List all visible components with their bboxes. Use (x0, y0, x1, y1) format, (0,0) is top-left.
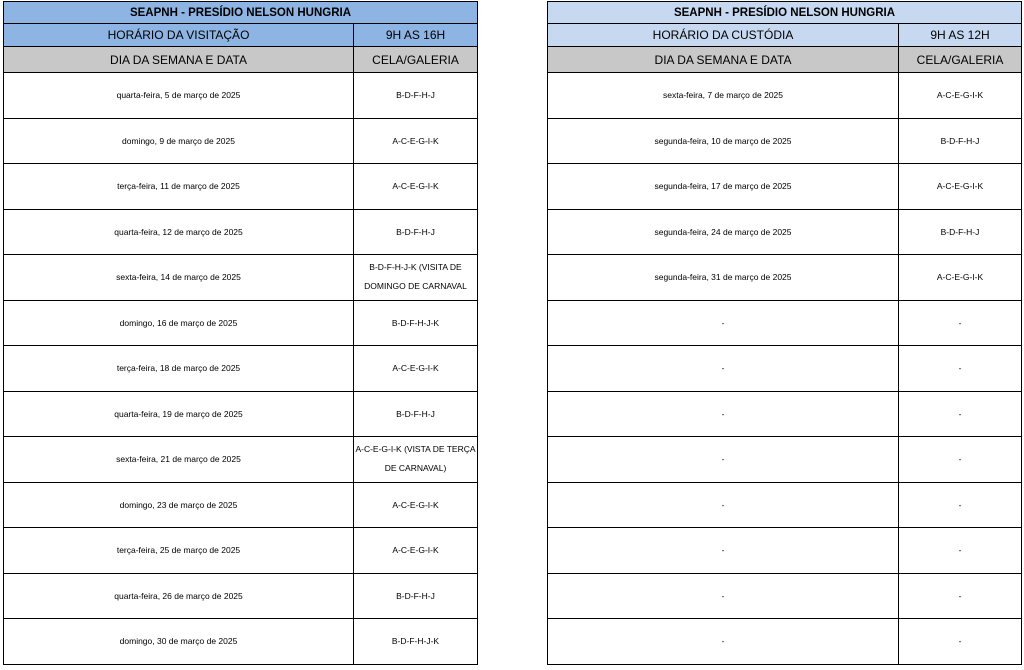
table-row (548, 346, 1022, 392)
table-row (4, 482, 478, 528)
date-cell: - (548, 528, 899, 574)
date-cell: sexta-feira, 21 de março de 2025 (4, 437, 354, 483)
galeria-cell: - (899, 482, 1022, 528)
table-row (548, 118, 1022, 164)
column-header-date: DIA DA SEMANA E DATA (4, 47, 354, 73)
date-cell: domingo, 16 de março de 2025 (4, 300, 354, 346)
table-row (548, 164, 1022, 210)
table-row (548, 619, 1022, 665)
date-cell: quarta-feira, 26 de março de 2025 (4, 573, 354, 619)
date-cell: - (548, 437, 899, 483)
date-cell: segunda-feira, 24 de março de 2025 (548, 209, 899, 255)
table-row (4, 209, 478, 255)
galeria-cell: A-C-E-G-I-K (354, 346, 478, 392)
table-row (4, 619, 478, 665)
galeria-cell: A-C-E-G-I-K (354, 528, 478, 574)
date-cell: terça-feira, 25 de março de 2025 (4, 528, 354, 574)
date-cell: domingo, 9 de março de 2025 (4, 118, 354, 164)
galeria-cell: - (899, 346, 1022, 392)
table-row (4, 255, 478, 301)
galeria-cell: A-C-E-G-I-K (354, 118, 478, 164)
custody-schedule-table (547, 1, 1022, 665)
galeria-cell: B-D-F-H-J (354, 573, 478, 619)
date-cell: sexta-feira, 14 de março de 2025 (4, 255, 354, 301)
table-row (4, 164, 478, 210)
table-row (548, 437, 1022, 483)
table-row (4, 437, 478, 483)
table-row (548, 482, 1022, 528)
date-cell: - (548, 619, 899, 665)
table-title: SEAPNH - PRESÍDIO NELSON HUNGRIA (4, 2, 478, 24)
date-cell: sexta-feira, 7 de março de 2025 (548, 73, 899, 119)
table-row (4, 300, 478, 346)
galeria-cell: - (899, 391, 1022, 437)
hours-label: HORÁRIO DA VISITAÇÃO (4, 24, 354, 47)
date-cell: terça-feira, 11 de março de 2025 (4, 164, 354, 210)
galeria-cell: - (899, 437, 1022, 483)
galeria-cell: B-D-F-H-J (899, 209, 1022, 255)
table-row (4, 391, 478, 437)
table-row (548, 209, 1022, 255)
table-row (548, 255, 1022, 301)
date-cell: segunda-feira, 10 de março de 2025 (548, 118, 899, 164)
date-cell: - (548, 391, 899, 437)
galeria-cell: A-C-E-G-I-K (354, 164, 478, 210)
date-cell: terça-feira, 18 de março de 2025 (4, 346, 354, 392)
date-cell: - (548, 346, 899, 392)
galeria-cell: A-C-E-G-I-K (899, 164, 1022, 210)
galeria-cell: B-D-F-H-J-K (VISITA DE DOMINGO DE CARNAVAL (354, 255, 478, 301)
date-cell: quarta-feira, 12 de março de 2025 (4, 209, 354, 255)
date-cell: domingo, 23 de março de 2025 (4, 482, 354, 528)
date-cell: - (548, 482, 899, 528)
date-cell: - (548, 573, 899, 619)
table-row (548, 73, 1022, 119)
table-row (4, 573, 478, 619)
table-title: SEAPNH - PRESÍDIO NELSON HUNGRIA (548, 2, 1022, 24)
date-cell: - (548, 300, 899, 346)
column-header-date: DIA DA SEMANA E DATA (548, 47, 899, 73)
table-row (548, 300, 1022, 346)
hours-value: 9H AS 16H (354, 24, 478, 47)
hours-label: HORÁRIO DA CUSTÓDIA (548, 24, 899, 47)
galeria-cell: A-C-E-G-I-K (354, 482, 478, 528)
table-row (4, 528, 478, 574)
date-cell: segunda-feira, 17 de março de 2025 (548, 164, 899, 210)
galeria-cell: - (899, 528, 1022, 574)
galeria-cell: A-C-E-G-I-K (899, 255, 1022, 301)
galeria-cell: B-D-F-H-J (354, 391, 478, 437)
galeria-cell: B-D-F-H-J (899, 118, 1022, 164)
galeria-cell: B-D-F-H-J (354, 73, 478, 119)
table-row (4, 118, 478, 164)
galeria-cell: - (899, 300, 1022, 346)
column-header-cell: CELA/GALERIA (354, 47, 478, 73)
table-row (548, 573, 1022, 619)
galeria-cell: A-C-E-G-I-K (899, 73, 1022, 119)
date-cell: quarta-feira, 5 de março de 2025 (4, 73, 354, 119)
galeria-cell: B-D-F-H-J (354, 209, 478, 255)
galeria-cell: - (899, 619, 1022, 665)
galeria-cell: - (899, 573, 1022, 619)
date-cell: domingo, 30 de março de 2025 (4, 619, 354, 665)
date-cell: segunda-feira, 31 de março de 2025 (548, 255, 899, 301)
galeria-cell: A-C-E-G-I-K (VISTA DE TERÇA DE CARNAVAL) (354, 437, 478, 483)
date-cell: quarta-feira, 19 de março de 2025 (4, 391, 354, 437)
visitation-schedule-table (3, 1, 478, 665)
galeria-cell: B-D-F-H-J-K (354, 300, 478, 346)
table-row (548, 391, 1022, 437)
hours-value: 9H AS 12H (899, 24, 1022, 47)
table-row (548, 528, 1022, 574)
table-row (4, 73, 478, 119)
galeria-cell: B-D-F-H-J-K (354, 619, 478, 665)
column-header-cell: CELA/GALERIA (899, 47, 1022, 73)
table-row (4, 346, 478, 392)
